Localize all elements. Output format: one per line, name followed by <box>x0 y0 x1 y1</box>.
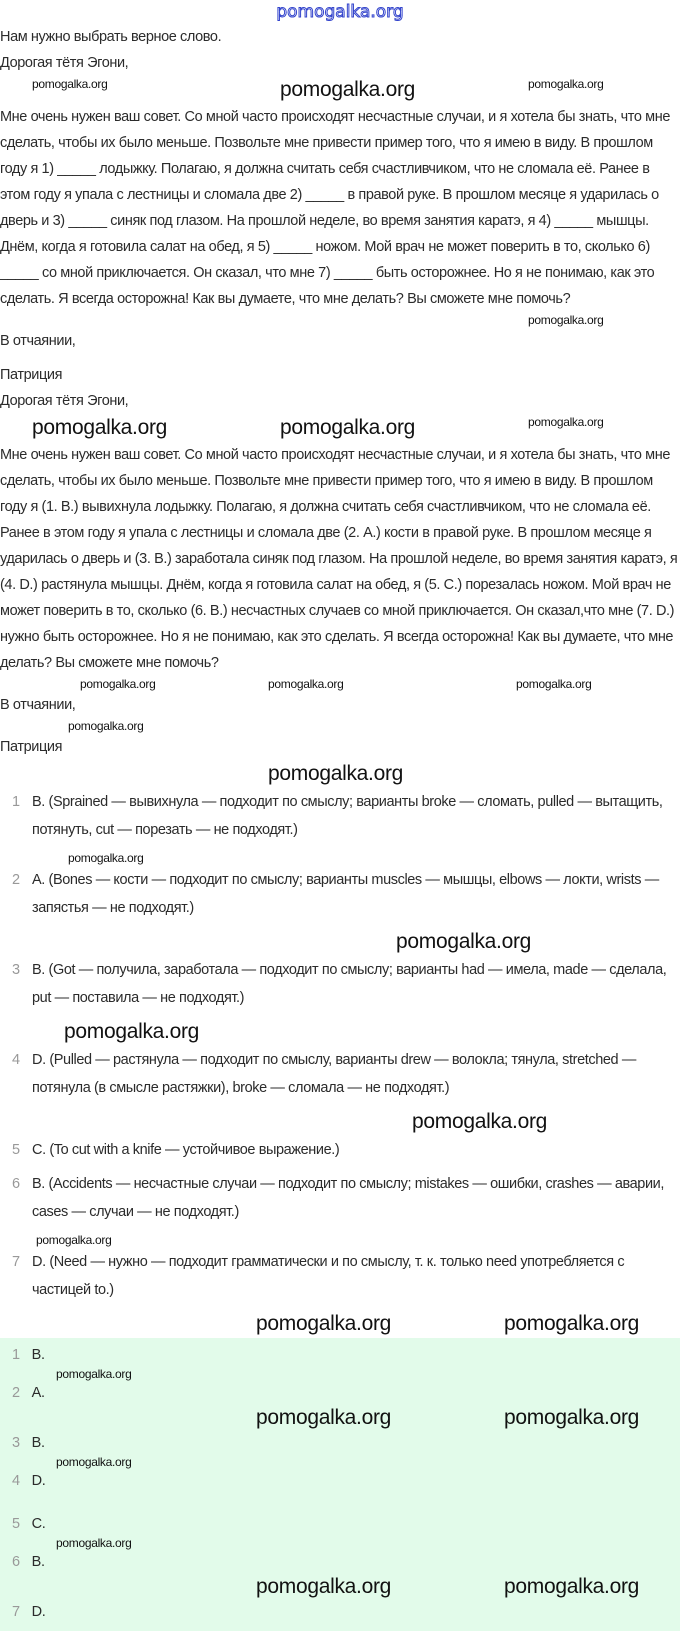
answer-item: 7 D. <box>12 1604 46 1620</box>
answer-item: 2 A. <box>12 1385 45 1401</box>
watermark-text: pomogalka.org <box>528 77 604 91</box>
watermark-row <box>0 928 680 956</box>
watermark-text: pomogalka.org <box>504 1406 640 1429</box>
watermark-text: pomogalka.org <box>256 1312 392 1335</box>
letter2-closing: В отчаянии, <box>0 697 76 713</box>
explanation-item: 3 B. (Got — получила, заработала — подходит по смыслу; варианты had — имела, made — сделала, put — поставила — не подходят.) <box>12 962 667 1006</box>
watermark-row <box>0 1454 680 1470</box>
watermark-text: pomogalka.org <box>516 677 592 691</box>
watermark-text: pomogalka.org <box>56 1367 132 1381</box>
explanation-item: 4 D. (Pulled — растянула — подходит по смыслу, варианты drew — волокла; тянула, stretched — потянула (в смысле растяжки), broke — сломала — не подходят.) <box>12 1052 636 1096</box>
watermark-text: pomogalka.org <box>528 415 604 429</box>
watermark-text: pomogalka.org <box>32 416 168 439</box>
watermark-text: pomogalka.org <box>412 1110 548 1133</box>
answers-panel <box>0 1338 680 1631</box>
watermark-row <box>0 1404 680 1432</box>
watermark-text: pomogalka.org <box>280 416 416 439</box>
watermark-row <box>0 718 680 734</box>
explanation-item: 2 A. (Bones — кости — подходит по смыслу; варианты muscles — мышцы, elbows — локти, wrists — запястья — не подходят.) <box>12 872 659 916</box>
explanation-item: 7 D. (Need — нужно — подходит грамматически и по смыслу, т. к. только need употребляется с частицей to.) <box>12 1254 625 1298</box>
watermark-row <box>0 1535 680 1551</box>
watermark-row <box>0 1108 680 1136</box>
watermark-text: pomogalka.org <box>504 1312 640 1335</box>
intro-text: Нам нужно выбрать верное слово. <box>0 29 222 45</box>
letter1-closing: В отчаянии, <box>0 333 76 349</box>
letter1-body: Мне очень нужен ваш совет. Со мной часто происходят несчастные случаи, и я хотела бы знать, что мне сделать, чтобы их было меньше. Позвольте мне привести пример того, что я имею в виду. В прошлом году я 1) _____ лодыжку. Полагаю, я должна считать себя счастливчиком, что не сломала её. Ранее в этом году я упала с лестницы и сломала две 2) _____ в правой руке. В прошлом месяце я ударилась о дверь и 3) _____ синяк под глазом. На прошлой неделе, во время занятия каратэ, я 4) _____ мышцы. Днём, когда я готовила салат на обед, я 5) _____ ножом. Мой врач не может поверить в то, сколько 6) _____ со мной приключается. Он сказал, что мне 7) _____ быть осторожнее. Но я не понимаю, как это сделать. Я всегда осторожна! Как вы думаете, что мне делать? Вы сможете мне помочь? <box>0 109 670 307</box>
answer-item: 1 B. <box>12 1347 45 1363</box>
answer-item: 6 B. <box>12 1554 45 1570</box>
letter2-body: Мне очень нужен ваш совет. Со мной часто происходят несчастные случаи, и я хотела бы знать, что мне сделать, чтобы их было меньше. Позвольте мне привести пример того, что я имею в виду. В прошлом году я (1. B.) вывихнула лодыжку. Полагаю, я должна считать себя счастливчиком, что не сломала её. Ранее в этом году я упала с лестницы и сломала две (2. A.) кости в правой руке. В прошлом месяце я ударилась о дверь и (3. B.) заработала синяк под глазом. На прошлой неделе, во время занятия каратэ, я (4. D.) растянула мышцы. Днём, когда я готовила салат на обед, я (5. C.) порезалась ножом. Мой врач не может поверить в то, сколько (6. B.) несчастных случаев со мной приключается. Он сказал,что мне (7. D.) нужно быть осторожнее. Но я не понимаю, как это сделать. Я всегда осторожна! Как вы думаете, что мне делать? Вы сможете мне помочь? <box>0 447 678 671</box>
watermark-row <box>0 1232 680 1248</box>
watermark-text: pomogalka.org <box>36 1233 112 1247</box>
watermark-text: pomogalka.org <box>68 851 144 865</box>
watermark-row <box>0 1573 680 1601</box>
watermark-row <box>0 312 680 328</box>
watermark-text: pomogalka.org <box>32 77 108 91</box>
watermark-row <box>0 76 680 104</box>
watermark-row <box>0 676 680 692</box>
watermark-row <box>0 760 680 788</box>
watermark-text: pomogalka.org <box>68 719 144 733</box>
watermark-row <box>0 850 680 866</box>
letter2-greeting: Дорогая тётя Эгони, <box>0 393 129 409</box>
watermark-text: pomogalka.org <box>396 930 532 953</box>
watermark-text: pomogalka.org <box>56 1536 132 1550</box>
watermark-row <box>0 414 680 442</box>
watermark-row <box>0 1310 680 1338</box>
explanation-item: 5 C. (To cut with a knife — устойчивое выражение.) <box>12 1142 340 1158</box>
explanation-item: 6 B. (Accidents — несчастные случаи — подходит по смыслу; mistakes — ошибки, crashes — аварии, cases — случаи — не подходят.) <box>12 1176 664 1220</box>
header-watermark: pomogalka.org <box>276 2 404 22</box>
letter2-signature: Патриция <box>0 739 63 755</box>
letter1-signature: Патриция <box>0 367 63 383</box>
watermark-row <box>0 1366 680 1382</box>
watermark-text: pomogalka.org <box>64 1020 200 1043</box>
watermark-text: pomogalka.org <box>528 313 604 327</box>
answer-item: 4 D. <box>12 1473 46 1489</box>
watermark-text: pomogalka.org <box>504 1575 640 1598</box>
watermark-text: pomogalka.org <box>280 78 416 101</box>
watermark-text: pomogalka.org <box>256 1406 392 1429</box>
watermark-text: pomogalka.org <box>268 677 344 691</box>
answer-item: 3 B. <box>12 1435 45 1451</box>
watermark-text: pomogalka.org <box>80 677 156 691</box>
explanation-item: 1 B. (Sprained — вывихнула — подходит по смыслу; варианты broke — сломать, pulled — вытащить, потянуть, cut — порезать — не подходят.) <box>12 794 663 838</box>
watermark-text: pomogalka.org <box>268 762 404 785</box>
watermark-text: pomogalka.org <box>56 1455 132 1469</box>
watermark-text: pomogalka.org <box>256 1575 392 1598</box>
watermark-row <box>0 1018 680 1046</box>
answer-item: 5 C. <box>12 1516 46 1532</box>
letter1-greeting: Дорогая тётя Эгони, <box>0 55 129 71</box>
